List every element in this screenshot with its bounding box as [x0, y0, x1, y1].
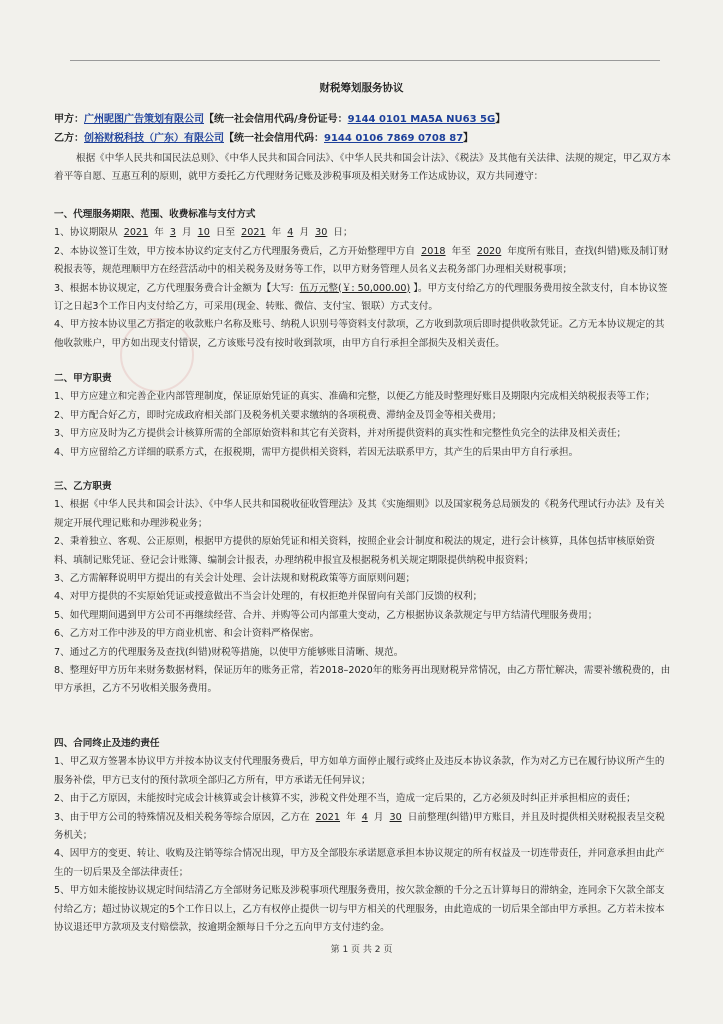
clause-1-2: 2、本协议签订生效，甲方按本协议约定支付乙方代理服务费后，乙方开始整理甲方自 2018 年至 2020 年度所有账目，查找(纠错)账及制订财税报表等，规范理顺甲方在经营活动中的相关税务及财务等工作，以甲方财务管理人员名义去税务部门办理相关财税事项； [54, 245, 669, 276]
section-3 [54, 478, 674, 699]
clause-1-3: 3、根据本协议规定，乙方代理服务费合计金额为【大写: 伍万元整(￥: 50,000.00) 】。甲方支付给乙方的代理服务费用按全款支付，自本协议签订之日起3个工作日内支付给乙方，可采用(现金、转账、微信、支付宝、银联）方式支付。 [54, 282, 668, 313]
section-4-heading: 四、合同终止及违约责任 [54, 738, 160, 749]
clause-2-2: 2、甲方配合好乙方，即时完成政府相关部门及税务机关要求缴纳的各项税费、滞纳金及罚金等相关费用； [54, 409, 502, 421]
clause-2-1: 1、甲方应建立和完善企业内部管理制度，保证原始凭证的真实、准确和完整，以便乙方能及时整理好账目及期限内完成相关纳税报表等工作； [54, 391, 655, 403]
clause-4-2: 2、由于乙方原因，未能按时完成会计核算或会计核算不实，涉税文件处理不当，造成一定后果的，乙方必须及时纠正并承担相应的责任； [54, 793, 636, 805]
party-a: 甲方：广州昵图广告策划有限公司【统一社会信用代码/身份证号：9144 0101 MA5A NU63 5G】 [54, 114, 506, 125]
party-b: 乙方：创裕财税科技（广东）有限公司【统一社会信用代码：9144 0106 7869 0708 87】 [54, 133, 474, 144]
section-1-heading: 一、代理服务期限、范围、收费标准与支付方式 [54, 209, 256, 220]
clause-1-4: 4、甲方按本协议里乙方指定的收款账户名称及账号、纳税人识别号等资料支付款项，乙方收到款项后即时提供收款凭证。乙方无本协议规定的其他收款账户，甲方如出现支付错误，乙方该账号没有按时收到款项，由甲方自行承担全部损失及相关责任。 [54, 319, 665, 349]
clause-4-5: 5、甲方如未能按协议规定时间结清乙方全部财务记账及涉税事项代理服务费用，按欠款金额的千分之五计算每日的滞纳金，连同余下欠款全部支付给乙方；超过协议规定的5个工作日以上，乙方有权停止提供一切与甲方相关的代理服务，由此造成的一切后果全部由甲方承担。乙方若未按本协议退还甲方款项及支付赔偿款，按逾期金额每日千分之五向甲方支付违约金。 [54, 885, 665, 934]
clause-4-4: 4、因甲方的变更、转让、收购及注销等综合情况出现，甲方及全部股东承诺愿意承担本协议规定的所有权益及一切连带责任，并同意承担由此产生的一切后果及全部法律责任； [54, 848, 665, 878]
clause-3-8: 8、整理好甲方历年来财务数据材料，保证历年的账务正常，若2018–2020年的账务再出现财税异常情况，由乙方帮忙解决，需要补缴税费的，由甲方承担，乙方不另收相关服务费用。 [54, 665, 671, 695]
section-1 [54, 206, 674, 353]
clause-1-1: 1、协议期限从 2021 年 3 月 10 日至 2021 年 4 月 30 日； [54, 227, 353, 239]
document-title: 财税筹划服务协议 [319, 82, 404, 94]
section-3-heading: 三、乙方职责 [54, 481, 112, 492]
intro-paragraph: 根据《中华人民共和国民法总则》、《中华人民共和国合同法》、《中华人民共和国会计法》、《税法》及其他有关法律、法规的规定，甲乙双方本着平等自愿、互惠互利的原则，就甲方委托乙方代理财务记账及涉税事项及相关财务工作达成协议，双方共同遵守： [54, 153, 671, 183]
party-a-name: 广州昵图广告策划有限公司 [84, 114, 204, 125]
party-b-name: 创裕财税科技（广东）有限公司 [84, 133, 224, 144]
clause-3-6: 6、乙方对工作中涉及的甲方商业机密、和会计资料严格保密。 [54, 628, 320, 640]
clause-3-1: 1、根据《中华人民共和国会计法》、《中华人民共和国税收征收管理法》及其《实施细则》以及国家税务总局颁发的《税务代理试行办法》及有关规定开展代理记账和办理涉税业务； [54, 499, 665, 529]
clause-3-4: 4、对甲方提供的不实原始凭证或授意做出不当会计处理的，有权拒绝并保留向有关部门反馈的权利； [54, 591, 483, 603]
page-footer: 第 1 页 共 2 页 [330, 945, 393, 955]
clause-3-2: 2、秉着独立、客观、公正原则，根据甲方提供的原始凭证和相关资料，按照企业会计制度和税法的规定，进行会计核算，具体包括审核原始资料、填制记账凭证、登记会计账簿、编制会计报表，办理纳税申报宜及根据税务机关规定期限提供纳税申报资料； [54, 536, 655, 566]
clause-3-7: 7、通过乙方的代理服务及查找(纠错)财税等措施，以使甲方能够账目清晰、规范。 [54, 646, 404, 658]
clause-2-3: 3、甲方应及时为乙方提供会计核算所需的全部原始资料和其它有关资料，并对所提供资料的真实性和完整性负完全的法律及相关责任； [54, 428, 627, 440]
clause-3-3: 3、乙方需解释说明甲方提出的有关会计处理、会计法规和财税政策等方面原则问题； [54, 573, 416, 585]
clause-4-1: 1、甲乙双方签署本协议甲方并按本协议支付代理服务费后，甲方如单方面停止履行或终止及违反本协议条款，作为对乙方已在履行协议所产生的服务补偿，甲方已支付的预付款项全部归乙方所有，甲方承诺无任何异议； [54, 756, 665, 786]
header-rule [70, 60, 660, 61]
clause-4-3: 3、由于甲方公司的特殊情况及相关税务等综合原因，乙方在 2021 年 4 月 30 日前整理(纠错)甲方账目，并且及时提供相关财税报表呈交税务机关； [54, 811, 665, 842]
party-b-code: 9144 0106 7869 0708 87 [324, 133, 464, 144]
section-2 [54, 370, 674, 462]
party-a-code: 9144 0101 MA5A NU63 5G [347, 114, 496, 125]
section-2-heading: 二、甲方职责 [54, 373, 112, 384]
section-4 [54, 735, 674, 937]
clause-2-4: 4、甲方应留给乙方详细的联系方式，在报税期，需甲方提供相关资料，若因无法联系甲方，其产生的后果由甲方自行承担。 [54, 446, 579, 458]
clause-3-5: 5、如代理期间遇到甲方公司不再继续经营、合并、并购等公司内部重大变动，乙方根据协议条款规定与甲方结清代理服务费用； [54, 609, 598, 621]
